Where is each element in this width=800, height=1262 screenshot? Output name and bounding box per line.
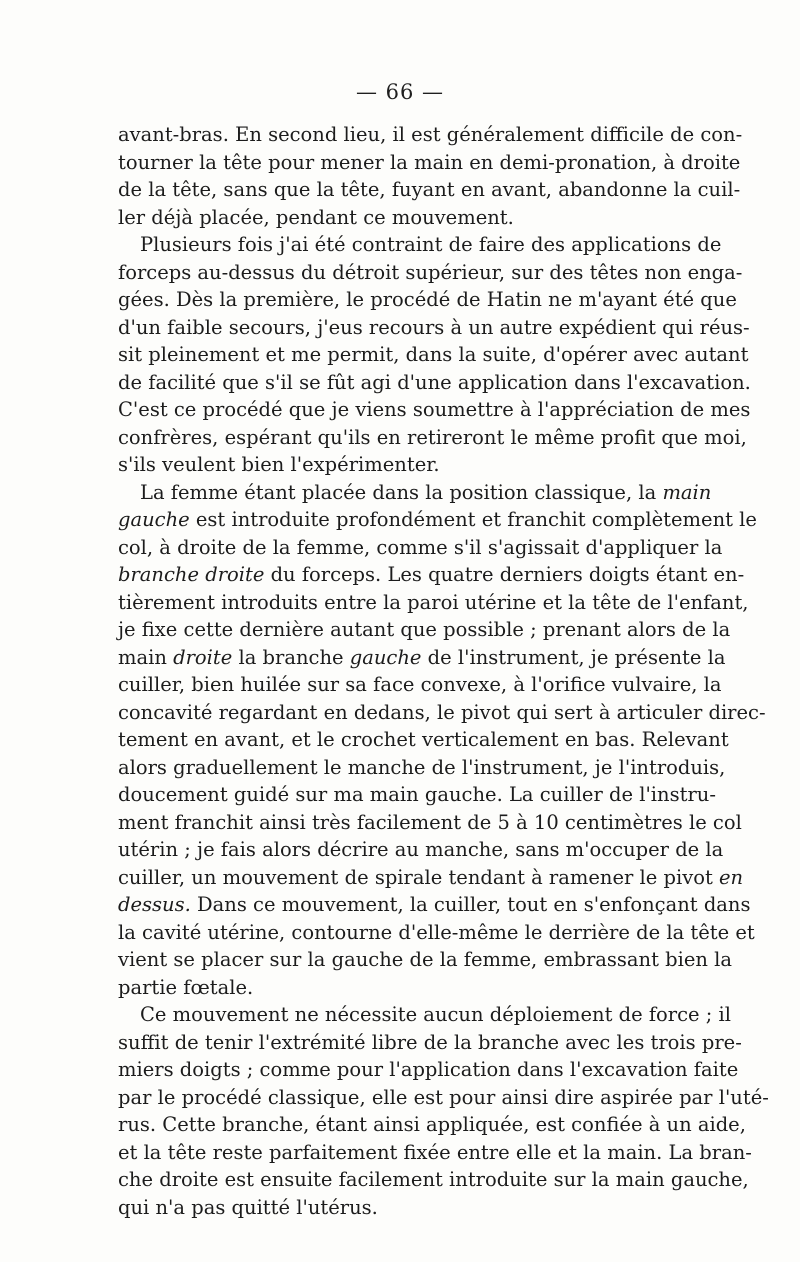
italic-text: main [662,480,712,504]
text-run: la cavité utérine, contourne d'elle-même le derrière de la tête et [118,920,755,944]
text-run: je fixe cette dernière autant que possible ; prenant alors de la [118,618,731,641]
text-run: miers doigts ; comme pour l'application dans l'excavation faite [118,1058,739,1081]
text-run: d'un faible secours, j'eus recours à un autre expédient qui réus- [118,315,750,339]
text-run: main [118,645,174,669]
text-run: tourner la tête pour mener la main en demi-pronation, à droite [118,150,741,174]
text-line [118,974,682,1002]
text-line [118,919,755,947]
text-line [118,121,743,149]
text-run: tièrement introduits entre la paroi utérine et la tête de l'enfant, [118,590,749,614]
text-line [118,424,747,452]
text-run: tement en avant, et le crochet verticalement en bas. Relevant [118,728,729,751]
text-line [118,1194,682,1222]
text-line [118,479,712,507]
text-line [118,754,726,782]
text-line [118,1084,769,1112]
text-line [118,314,750,342]
paragraph [118,1001,769,1221]
text-run: ment franchit ainsi très facilement de 5 à 10 centimètres le col [118,810,742,834]
text-line [118,561,745,589]
text-line [118,589,749,617]
text-line [118,1001,732,1029]
text-run: utérin ; je fais alors décrire au manche, sans m'occuper de la [118,838,724,861]
text-run: de l'instrument, je présente la [421,645,726,669]
text-line [118,726,729,754]
text-line [118,259,743,287]
text-run: s'ils veulent bien l'expérimenter. [118,453,440,476]
text-run: avant-bras. En second lieu, il est généralement difficile de con- [118,123,743,146]
italic-text: en [719,865,744,889]
text-run: Dans ce mouvement, la cuiller, tout en s'enfonçant dans [190,893,751,916]
body-text [118,121,769,1221]
text-run: La femme étant placée dans la position classique, la [140,480,663,504]
text-line [118,1111,746,1139]
text-run: cuiller, un mouvement de spirale tendant à ramener le pivot [118,865,720,889]
text-run: col, à droite de la femme, comme s'il s'agissait d'appliquer la [118,535,723,559]
text-line [118,781,716,809]
text-run: la branche [232,645,350,669]
text-run: forceps au-dessus du détroit supérieur, sur des têtes non enga- [118,260,743,284]
text-run: alors graduellement le manche de l'instrument, je l'introduis, [118,755,726,779]
text-run: ler déjà placée, pendant ce mouvement. [118,205,514,229]
text-line [118,644,726,672]
text-line [118,369,751,397]
text-run: cuiller, bien huilée sur sa face convexe, à l'orifice vulvaire, la [118,673,722,696]
paragraph [118,231,751,479]
text-line [118,149,741,177]
text-line [118,699,766,727]
text-run: qui n'a pas quitté l'utérus. [118,1195,378,1219]
text-line [118,891,751,919]
text-line [118,616,731,644]
text-run: sit pleinement et me permit, dans la suite, d'opérer avec autant [118,343,749,366]
text-run: rus. Cette branche, étant ainsi appliquée, est confiée à un aide, [118,1113,746,1136]
text-run: Ce mouvement ne nécessite aucun déploiement de force ; il [140,1003,732,1026]
text-line [118,396,751,424]
italic-text: branche droite [118,563,265,586]
text-run: de facilité que s'il se fût agi d'une application dans l'excavation. [118,370,751,394]
text-line [118,1139,752,1167]
page-number: — 66 — [355,80,445,104]
text-line [118,809,742,837]
text-run: C'est ce procédé que je viens soumettre à l'appréciation de mes [118,398,751,421]
text-line [118,176,741,204]
text-run: et la tête reste parfaitement fixée entre elle et la main. La bran- [118,1140,752,1164]
text-line [118,286,737,314]
text-run: par le procédé classique, elle est pour ainsi dire aspirée par l'uté- [118,1085,769,1109]
text-line [118,1166,749,1194]
italic-text: dessus. [118,893,191,916]
text-run: doucement guidé sur ma main gauche. La cuiller de l'instru- [118,783,716,806]
italic-text: gauche [349,645,422,669]
text-line [118,204,682,232]
italic-text: droite [173,645,233,669]
text-run: gées. Dès la première, le procédé de Hatin ne m'ayant été que [118,288,737,311]
text-run: du forceps. Les quatre derniers doigts étant en- [264,563,745,586]
text-line [118,836,724,864]
text-line [118,1056,739,1084]
text-line [118,534,723,562]
text-line [118,671,722,699]
text-run: concavité regardant en dedans, le pivot qui sert à articuler direc- [118,700,766,724]
italic-text: gauche [118,508,190,531]
paragraph [118,479,766,1002]
text-line [118,506,757,534]
text-run: vient se placer sur la gauche de la femme, embrassant bien la [118,948,733,971]
text-line [118,451,682,479]
text-run: est introduite profondément et franchit complètement le [189,508,757,531]
text-line [118,946,733,974]
text-run: suffit de tenir l'extrémité libre de la branche avec les trois pre- [118,1030,742,1054]
paragraph [118,121,743,231]
text-line [118,341,749,369]
text-line [118,1029,742,1057]
text-run: confrères, espérant qu'ils en retireront le même profit que moi, [118,425,747,449]
text-run: Plusieurs fois j'ai été contraint de faire des applications de [140,233,722,256]
text-line [118,231,722,259]
text-run: che droite est ensuite facilement introduite sur la main gauche, [118,1168,749,1191]
text-run: partie fœtale. [118,975,254,999]
text-run: de la tête, sans que la tête, fuyant en avant, abandonne la cuil- [118,178,741,201]
text-line [118,864,744,892]
